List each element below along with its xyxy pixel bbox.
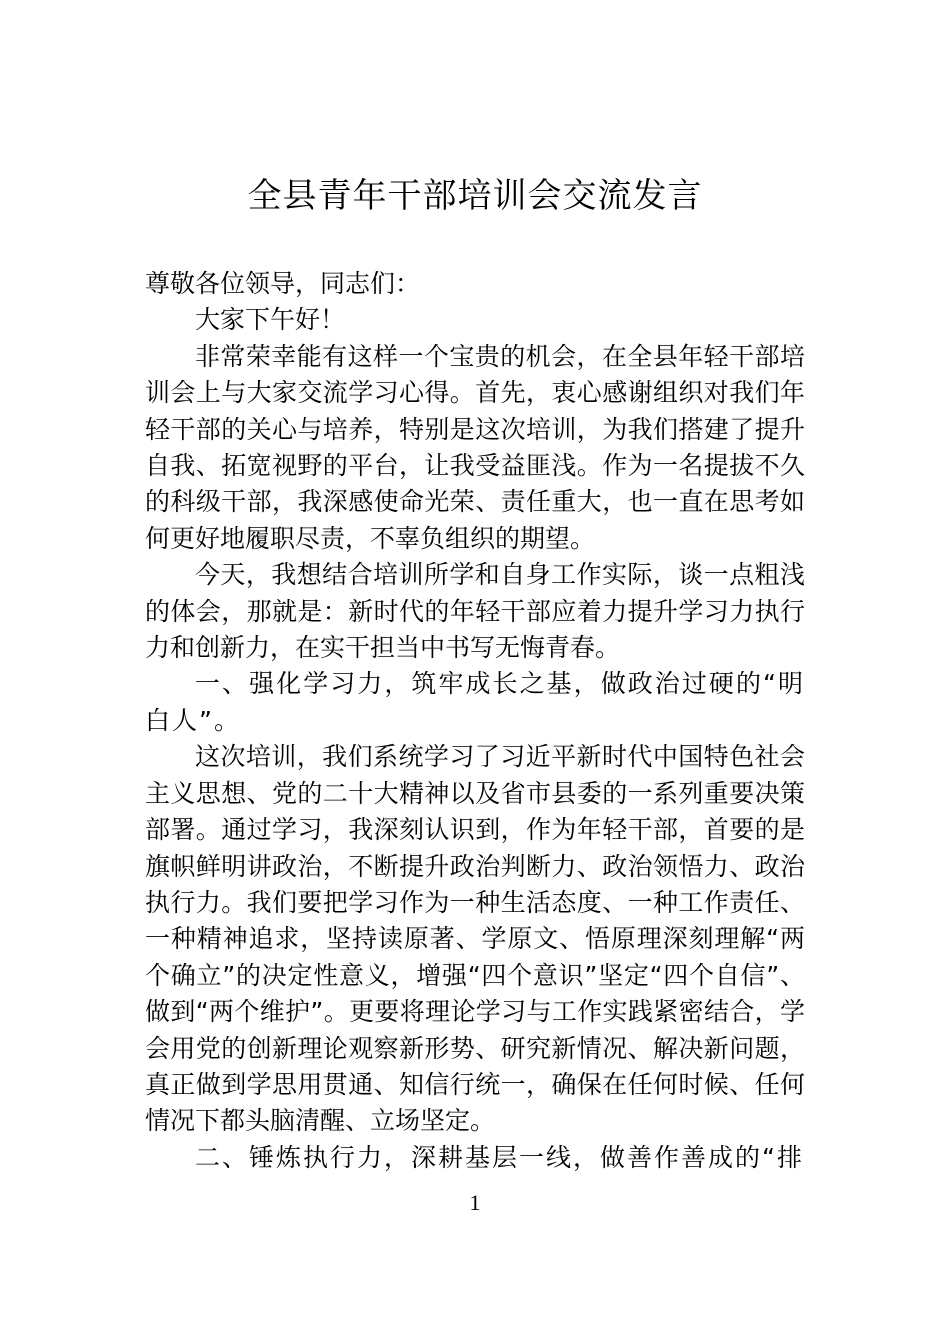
salutation: 尊敬各位领导，同志们： [145, 269, 421, 298]
section-heading-two: 二、锤炼执行力，深耕基层一线，做善作善成的“排 [195, 1142, 804, 1172]
paragraph-section-one: 这次培训，我们系统学习了习近平新时代中国特色社会主义思想、党的二十大精神以及省市县委的一系列重要决策部署。通过学习，我深刻认识到，作为年轻干部，首要的是旗帜鲜明讲政治，不断提升政治判断力、政治领悟力、政治执行力。我们要把学习作为一种生活态度、一种工作责任、一种精神追求，坚持读原著、学原文、悟原理深刻理解“两个确立”的决定性意义，增强“四个意识”坚定“四个自信”、做到“两个维护”。更要将理论学习与工作实践紧密结合，学会用党的创新理论观察新形势、研究新情况、解决新问题，真正做到学思用贯通、知信行统一，确保在任何时候、任何情况下都头脑清醒、立场坚定。 [145, 742, 805, 1136]
paragraph-theme: 今天，我想结合培训所学和自身工作实际，谈一点粗浅的体会，那就是：新时代的年轻干部应着力提升学习力执行力和创新力，在实干担当中书写无悔青春。 [145, 560, 805, 663]
paragraph-greeting: 大家下午好！ [195, 305, 346, 335]
page-number: 1 [469, 1190, 481, 1215]
section-heading-one: 一、强化学习力，筑牢成长之基，做政治过硬的“明白人”。 [145, 669, 805, 735]
document-title: 全县青年干部培训会交流发言 [247, 176, 703, 216]
paragraph-intro: 非常荣幸能有这样一个宝贵的机会，在全县年轻干部培训会上与大家交流学习心得。首先，衷心感谢组织对我们年轻干部的关心与培养，特别是这次培训，为我们搭建了提升自我、拓宽视野的平台，让我受益匪浅。作为一名提拔不久的科级干部，我深感使命光荣、责任重大，也一直在思考如何更好地履职尽责，不辜负组织的期望。 [145, 341, 805, 553]
document-body [145, 266, 805, 1176]
